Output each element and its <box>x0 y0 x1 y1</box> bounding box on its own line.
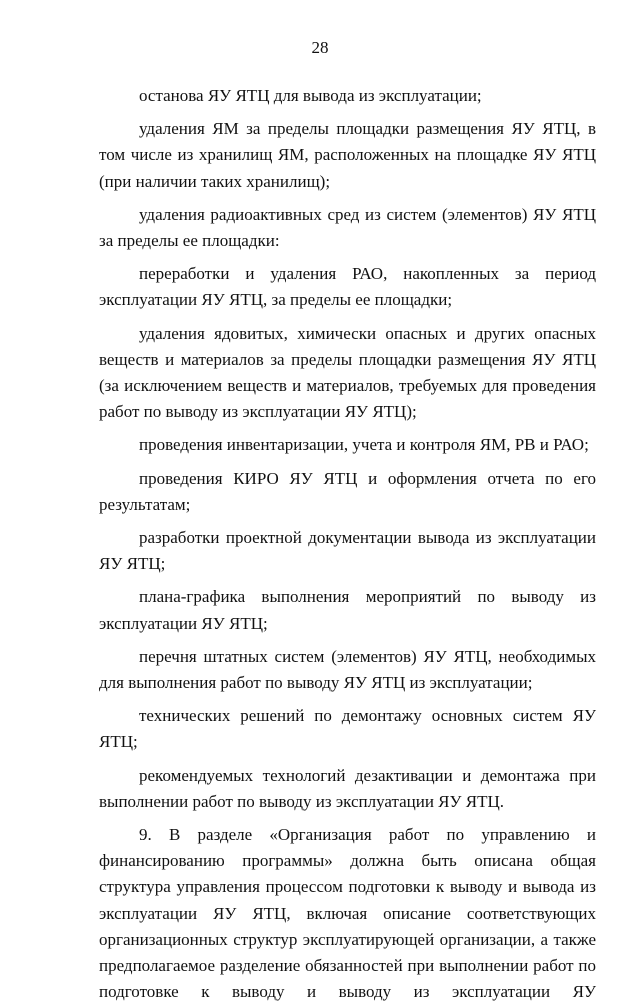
paragraph-13: 9. В разделе «Организация работ по управлению и финансированию программы» должна быть описана общая структура управления процессом подготовки к выводу и вывода из эксплуатации ЯУ ЯТЦ, включая описание соответствующих организационных структур эксплуатирующей организации, а также предполагаемое разделение обязанностей при выполнении работ по подготовке к выводу и выводу из эксплуатации ЯУ <box>99 825 596 1002</box>
body-text <box>99 83 596 1006</box>
paragraph-9: плана-графика выполнения мероприятий по выводу из эксплуатации ЯУ ЯТЦ; <box>99 587 596 633</box>
paragraph-1: останова ЯУ ЯТЦ для вывода из эксплуатации; <box>139 86 482 105</box>
paragraph-10: перечня штатных систем (элементов) ЯУ ЯТЦ, необходимых для выполнения работ по выводу ЯУ ЯТЦ из эксплуатации; <box>99 646 596 693</box>
paragraph-2: удаления ЯМ за пределы площадки размещения ЯУ ЯТЦ, в том числе из хранилищ ЯМ, расположенных на площадке ЯУ ЯТЦ (при наличии таких хранилищ); <box>99 119 596 191</box>
paragraph-8: разработки проектной документации вывода из эксплуатации ЯУ ЯТЦ; <box>99 528 596 574</box>
paragraph-11: технических решений по демонтажу основных систем ЯУ ЯТЦ; <box>99 706 596 752</box>
paragraph-5: удаления ядовитых, химически опасных и других опасных веществ и материалов за пределы площадки размещения ЯУ ЯТЦ (за исключением веществ и материалов, требуемых для проведения работ по выводу из эксплуатации ЯУ ЯТЦ); <box>99 323 596 422</box>
paragraph-4: переработки и удаления РАО, накопленных за период эксплуатации ЯУ ЯТЦ, за пределы ее площадки; <box>99 264 596 310</box>
paragraph-7: проведения КИРО ЯУ ЯТЦ и оформления отчета по его результатам; <box>99 468 596 514</box>
paragraph-6: проведения инвентаризации, учета и контроля ЯМ, РВ и РАО; <box>139 435 589 455</box>
paragraph-12: рекомендуемых технологий дезактивации и демонтажа при выполнении работ по выводу из эксплуатации ЯУ ЯТЦ. <box>99 765 596 811</box>
page-number: 28 <box>311 38 329 57</box>
paragraph-3: удаления радиоактивных сред из систем (элементов) ЯУ ЯТЦ за пределы ее площадки: <box>99 204 596 251</box>
